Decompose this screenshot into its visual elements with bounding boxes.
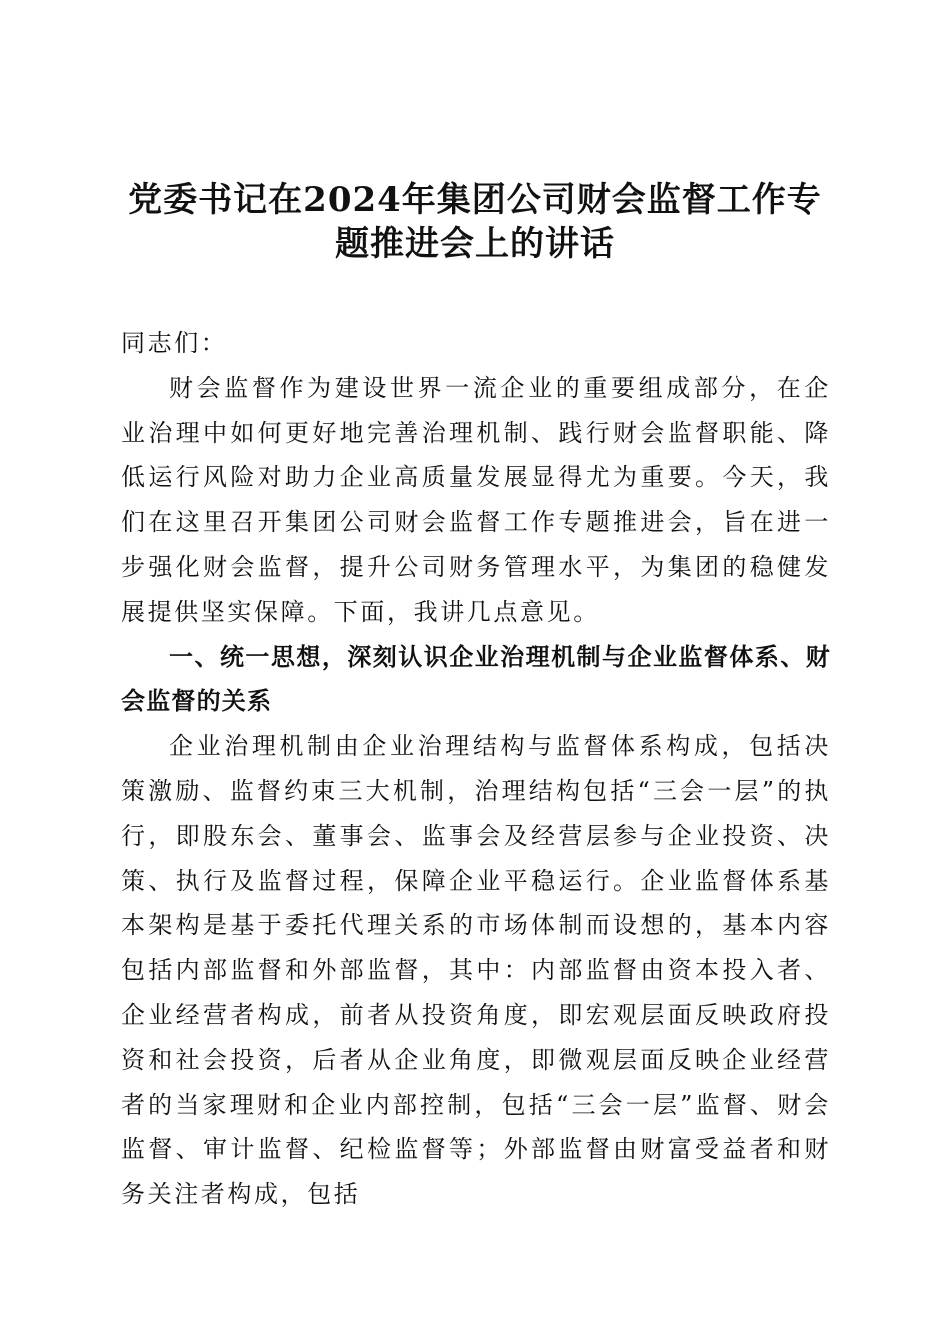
salutation: 同志们： [121,329,228,357]
document-body [121,321,831,1217]
paragraph-governance: 企业治理机制由企业治理结构与监督体系构成，包括决策激励、监督约束三大机制，治理结构包括“三会一层”的执行，即股东会、董事会、监事会及经营层参与企业投资、决策、执行及监督过程，保障企业平稳运行。企业监督体系基本架构是基于委托代理关系的市场体制而设想的，基本内容包括内部监督和外部监督，其中：内部监督由资本投入者、企业经营者构成，前者从投资角度，即宏观层面反映政府投资和社会投资，后者从企业角度，即微观层面反映企业经营者的当家理财和企业内部控制，包括“三会一层”监督、财会监督、审计监督、纪检监督等；外部监督由财富受益者和财务关注者构成，包括 [121,732,831,1209]
document-title: 党委书记在2024年集团公司财会监督工作专题推进会上的讲话 [128,180,822,264]
section-heading-1: 一、统一思想，深刻认识企业治理机制与企业监督体系、财会监督的关系 [121,641,831,716]
paragraph-intro: 财会监督作为建设世界一流企业的重要组成部分，在企业治理中如何更好地完善治理机制、践行财会监督职能、降低运行风险对助力企业高质量发展显得尤为重要。今天，我们在这里召开集团公司财会监督工作专题推进会，旨在进一步强化财会监督，提升公司财务管理水平，为集团的稳健发展提供坚实保障。下面，我讲几点意见。 [121,373,831,626]
